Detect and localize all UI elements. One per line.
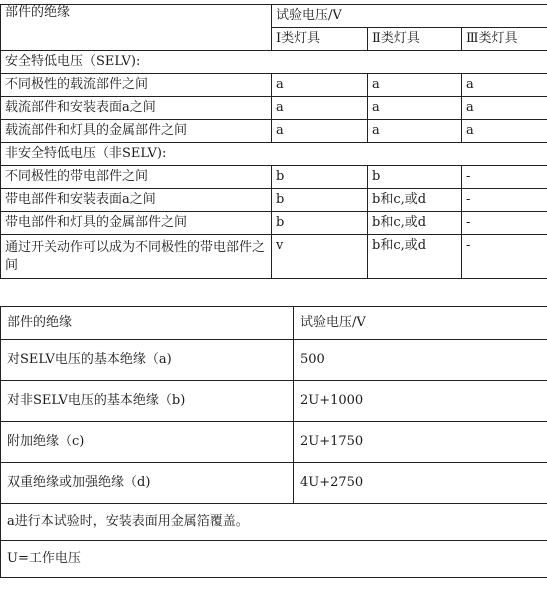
cell-class1: a (272, 97, 368, 120)
lamp-class-test-table (0, 4, 547, 279)
row-label: 不同极性的载流部件之间 (1, 74, 272, 97)
cell-class2: b和c,或d (368, 189, 462, 212)
class3-header: Ⅲ类灯具 (462, 28, 547, 51)
table-row (1, 189, 547, 212)
row-label: 附加绝缘（c) (1, 422, 294, 463)
class1-header: Ⅰ类灯具 (272, 28, 368, 51)
row-label: 带电部件和灯具的金属部件之间 (1, 212, 272, 235)
row-label: 通过开关动作可以成为不同极性的带电部件之间 (1, 235, 272, 279)
cell-class3: a (462, 74, 547, 97)
footnote-a: a进行本试验时，安装表面用金属箔覆盖。 (1, 504, 547, 541)
table-row (1, 235, 547, 279)
table-row (1, 340, 547, 381)
insulation-header: 部件的绝缘 (1, 307, 294, 340)
cell-class3: - (462, 212, 547, 235)
table-row (1, 120, 547, 143)
section-title-selv: 安全特低电压（SELV): (1, 51, 547, 74)
class2-header: Ⅱ类灯具 (368, 28, 462, 51)
table-row (1, 381, 547, 422)
table-row (1, 422, 547, 463)
row-label: 双重绝缘或加强绝缘（d) (1, 463, 294, 504)
insulation-header: 部件的绝缘 (1, 5, 272, 51)
cell-class1: b (272, 166, 368, 189)
row-value: 2U+1750 (294, 422, 547, 463)
row-label: 不同极性的带电部件之间 (1, 166, 272, 189)
cell-class1: b (272, 189, 368, 212)
cell-class1: a (272, 120, 368, 143)
cell-class1: v (272, 235, 368, 279)
footnote-u: U=工作电压 (1, 541, 547, 578)
cell-class3: - (462, 166, 547, 189)
footnote-row (1, 504, 547, 541)
row-label: 载流部件和灯具的金属部件之间 (1, 120, 272, 143)
insulation-voltage-table (0, 306, 547, 578)
row-value: 500 (294, 340, 547, 381)
table-row (1, 463, 547, 504)
cell-class2: a (368, 74, 462, 97)
row-label: 带电部件和安装表面a之间 (1, 189, 272, 212)
cell-class3: - (462, 235, 547, 279)
cell-class3: - (462, 189, 547, 212)
cell-class1: a (272, 74, 368, 97)
row-label: 对SELV电压的基本绝缘（a) (1, 340, 294, 381)
test-voltage-header: 试验电压/V (272, 5, 547, 28)
row-value: 2U+1000 (294, 381, 547, 422)
section-title-nonselv: 非安全特低电压（非SELV): (1, 143, 547, 166)
cell-class3: a (462, 97, 547, 120)
cell-class2: b (368, 166, 462, 189)
section-row-selv (1, 51, 547, 74)
table-header-row (1, 307, 547, 340)
cell-class3: a (462, 120, 547, 143)
cell-class2: a (368, 97, 462, 120)
table-row (1, 166, 547, 189)
table-row (1, 212, 547, 235)
cell-class2: a (368, 120, 462, 143)
row-label: 对非SELV电压的基本绝缘（b) (1, 381, 294, 422)
cell-class1: b (272, 212, 368, 235)
cell-class2: b和c,或d (368, 235, 462, 279)
test-voltage-header: 试验电压/V (294, 307, 547, 340)
section-row-nonselv (1, 143, 547, 166)
cell-class2: b和c,或d (368, 212, 462, 235)
row-label: 载流部件和安装表面a之间 (1, 97, 272, 120)
table-row (1, 74, 547, 97)
table-row (1, 97, 547, 120)
footnote-row (1, 541, 547, 578)
table-header-row (1, 5, 547, 28)
row-value: 4U+2750 (294, 463, 547, 504)
